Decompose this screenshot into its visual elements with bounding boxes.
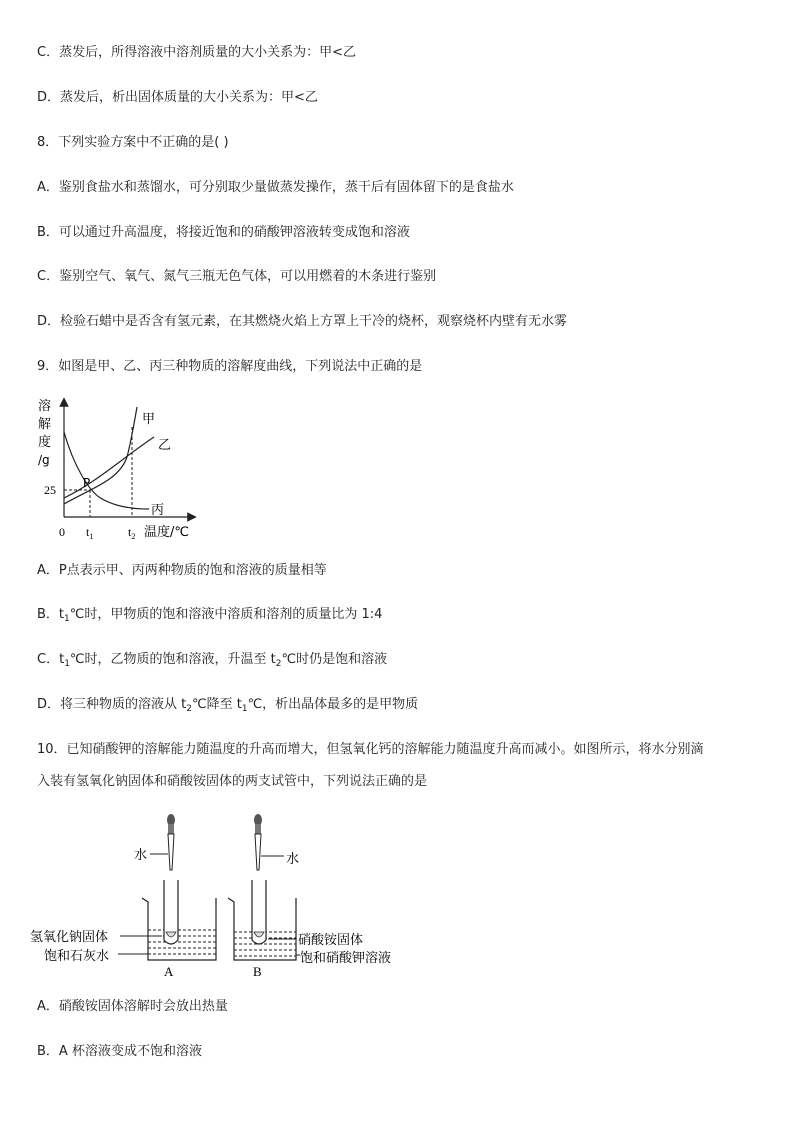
text: B．t [37,607,65,622]
q8-option-c: C．鉴别空气、氧气、氮气三瓶无色气体，可以用燃着的木条进行鉴别 [37,269,437,284]
text: ℃降至 t [191,697,242,712]
q9-option-a: A．P点表示甲、丙两种物质的饱和溶液的质量相等 [37,563,327,578]
q7-option-d: D．蒸发后，析出固体质量的大小关系为：甲<乙 [37,90,318,105]
q10-option-a: A．硝酸铵固体溶解时会放出热量 [37,999,228,1014]
q8-stem: 8．下列实验方案中不正确的是( ) [37,135,229,150]
x-axis-label: 温度/℃ [144,525,189,540]
text: ℃时仍是饱和溶液 [281,652,388,667]
y-tick-25: 25 [44,483,56,497]
y-axis-label-3: 度 [38,435,52,450]
q9-option-b [37,606,382,628]
text: ℃时，乙物质的饱和溶液，升温至 t [69,652,276,667]
q10-option-b: B．A 杯溶液变成不饱和溶液 [37,1044,202,1059]
water-label-b: 水 [286,852,300,867]
kno3-label: 饱和硝酸钾溶液 [300,951,392,966]
limewater-label: 饱和石灰水 [44,949,110,964]
text: ℃时，甲物质的饱和溶液中溶质和溶剂的质量比为 1:4 [69,607,383,622]
q9-stem: 9．如图是甲、乙、丙三种物质的溶解度曲线，下列说法中正确的是 [37,359,423,374]
curve-yi-label: 乙 [158,438,172,453]
solubility-curve-graph [34,392,204,544]
q7-option-c: C．蒸发后，所得溶液中溶剂质量的大小关系为：甲<乙 [37,45,356,60]
y-axis-label-1: 溶 [38,399,52,414]
origin-label: 0 [59,525,65,539]
water-label-a: 水 [134,848,148,863]
text: C．t [37,652,65,667]
beaker-experiment-figure [30,810,420,982]
subscript: 1 [64,659,70,669]
q10-stem-line-1: 10．已知硝酸钾的溶解能力随温度的升高而增大，但氢氧化钙的溶解能力随温度升高而减小。如图所示，将水分别滴 [37,742,704,757]
q8-option-b: B．可以通过升高温度，将接近饱和的硝酸钾溶液转变成饱和溶液 [37,225,410,240]
text: D．将三种物质的溶液从 t [37,697,187,712]
curve-jia-label: 甲 [142,412,156,427]
naoh-label: 氢氧化钠固体 [30,930,109,945]
subscript: 2 [275,659,282,669]
beaker-b-label: B [253,964,262,979]
nh4no3-label: 硝酸铵固体 [298,933,364,948]
dropper-a [167,814,175,870]
beaker-a-label: A [164,964,174,979]
beaker-a [142,898,216,960]
q10-stem-line-2: 入装有氢氧化钠固体和硝酸铵固体的两支试管中，下列说法正确的是 [37,774,428,789]
curve-bing-label: 丙 [151,503,165,518]
t2-label: $t_2$ [128,525,136,541]
point-p-label: P [83,476,91,490]
q8-option-d: D．检验石蜡中是否含有氢元素，在其燃烧火焰上方罩上干冷的烧杯，观察烧杯内壁有无水雾 [37,314,568,329]
subscript: 1 [241,704,248,714]
t1-label: $t_1$ [86,525,94,541]
y-axis-label-4: /g [38,453,50,467]
q9-option-c [37,651,387,673]
q8-option-a: A．鉴别食盐水和蒸馏水，可分别取少量做蒸发操作，蒸干后有固体留下的是食盐水 [37,180,514,195]
subscript: 1 [64,614,70,624]
dropper-b [254,814,262,870]
q9-option-d [37,696,418,718]
curve-jia [64,407,137,504]
subscript: 2 [186,704,192,714]
y-axis-label-2: 解 [38,417,52,432]
text: ℃，析出晶体最多的是甲物质 [247,697,419,712]
